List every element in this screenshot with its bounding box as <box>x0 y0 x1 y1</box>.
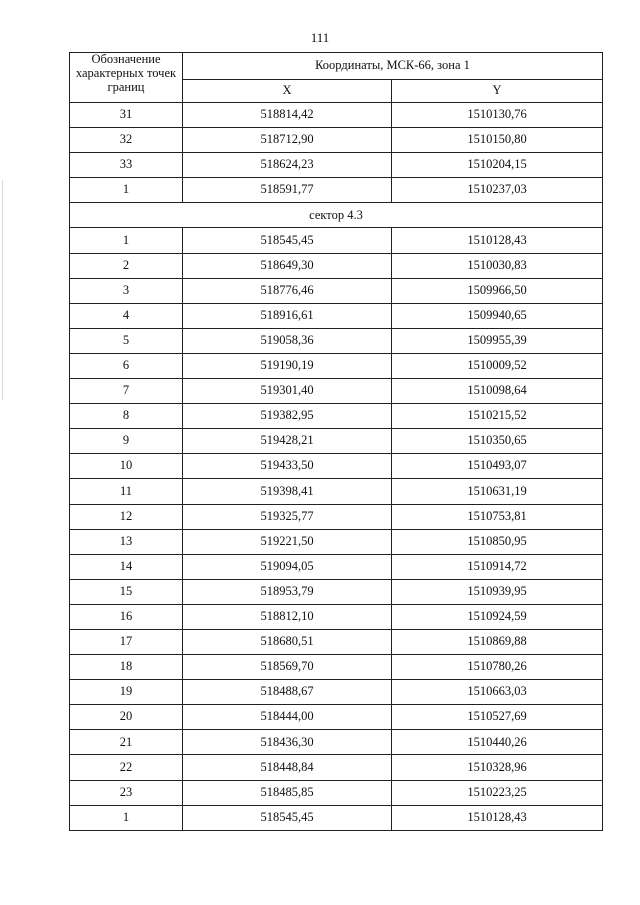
cell-point: 21 <box>70 730 183 755</box>
section-row <box>70 203 603 228</box>
cell-x: 519428,21 <box>183 429 392 454</box>
cell-point: 33 <box>70 153 183 178</box>
cell-x: 518488,67 <box>183 680 392 705</box>
table-row <box>70 705 603 730</box>
cell-point: 5 <box>70 328 183 353</box>
table-row <box>70 454 603 479</box>
scan-margin-line <box>2 180 3 400</box>
table-header-row <box>70 53 603 80</box>
cell-point: 8 <box>70 404 183 429</box>
table-row <box>70 529 603 554</box>
header-y: Y <box>392 80 603 103</box>
coordinates-table <box>69 52 603 831</box>
cell-point: 15 <box>70 579 183 604</box>
cell-y: 1510350,65 <box>392 429 603 454</box>
table-row <box>70 303 603 328</box>
cell-y: 1510780,26 <box>392 655 603 680</box>
cell-x: 518545,45 <box>183 228 392 253</box>
header-x: X <box>183 80 392 103</box>
cell-x: 519433,50 <box>183 454 392 479</box>
cell-point: 17 <box>70 629 183 654</box>
cell-x: 519221,50 <box>183 529 392 554</box>
cell-x: 518545,45 <box>183 805 392 830</box>
cell-x: 519058,36 <box>183 328 392 353</box>
cell-x: 518624,23 <box>183 153 392 178</box>
table-row <box>70 429 603 454</box>
cell-y: 1510009,52 <box>392 353 603 378</box>
cell-x: 518814,42 <box>183 103 392 128</box>
cell-x: 519094,05 <box>183 554 392 579</box>
cell-point: 1 <box>70 228 183 253</box>
cell-point: 23 <box>70 780 183 805</box>
cell-x: 518776,46 <box>183 278 392 303</box>
table-row <box>70 353 603 378</box>
cell-x: 518436,30 <box>183 730 392 755</box>
cell-point: 32 <box>70 128 183 153</box>
cell-point: 2 <box>70 253 183 278</box>
page-number: 111 <box>310 30 330 45</box>
cell-point: 20 <box>70 705 183 730</box>
table-row <box>70 755 603 780</box>
cell-y: 1510328,96 <box>392 755 603 780</box>
cell-point: 9 <box>70 429 183 454</box>
cell-y: 1510924,59 <box>392 604 603 629</box>
cell-y: 1509940,65 <box>392 303 603 328</box>
cell-y: 1510493,07 <box>392 454 603 479</box>
table-row <box>70 504 603 529</box>
table-row <box>70 153 603 178</box>
cell-x: 518485,85 <box>183 780 392 805</box>
table-row <box>70 379 603 404</box>
cell-x: 519301,40 <box>183 379 392 404</box>
cell-y: 1510939,95 <box>392 579 603 604</box>
cell-y: 1510753,81 <box>392 504 603 529</box>
cell-point: 18 <box>70 655 183 680</box>
cell-x: 518649,30 <box>183 253 392 278</box>
cell-point: 31 <box>70 103 183 128</box>
cell-y: 1510223,25 <box>392 780 603 805</box>
cell-y: 1510130,76 <box>392 103 603 128</box>
table-row <box>70 554 603 579</box>
cell-x: 518953,79 <box>183 579 392 604</box>
table-row <box>70 103 603 128</box>
cell-y: 1510527,69 <box>392 705 603 730</box>
cell-point: 12 <box>70 504 183 529</box>
cell-x: 518448,84 <box>183 755 392 780</box>
table-row <box>70 178 603 203</box>
cell-point: 3 <box>70 278 183 303</box>
cell-point: 4 <box>70 303 183 328</box>
cell-x: 518569,70 <box>183 655 392 680</box>
cell-point: 10 <box>70 454 183 479</box>
cell-y: 1509966,50 <box>392 278 603 303</box>
cell-x: 518444,00 <box>183 705 392 730</box>
cell-x: 518812,10 <box>183 604 392 629</box>
table-row <box>70 253 603 278</box>
table-row <box>70 730 603 755</box>
cell-y: 1509955,39 <box>392 328 603 353</box>
cell-x: 519382,95 <box>183 404 392 429</box>
cell-y: 1510128,43 <box>392 805 603 830</box>
cell-point: 13 <box>70 529 183 554</box>
header-coordinates: Координаты, МСК-66, зона 1 <box>183 53 603 80</box>
cell-y: 1510030,83 <box>392 253 603 278</box>
table-row <box>70 655 603 680</box>
table-row <box>70 680 603 705</box>
cell-y: 1510440,26 <box>392 730 603 755</box>
cell-point: 22 <box>70 755 183 780</box>
cell-y: 1510869,88 <box>392 629 603 654</box>
cell-y: 1510150,80 <box>392 128 603 153</box>
table-row <box>70 128 603 153</box>
cell-y: 1510914,72 <box>392 554 603 579</box>
table-row <box>70 228 603 253</box>
cell-x: 518591,77 <box>183 178 392 203</box>
table-row <box>70 328 603 353</box>
cell-x: 518916,61 <box>183 303 392 328</box>
cell-y: 1510850,95 <box>392 529 603 554</box>
table-row <box>70 278 603 303</box>
cell-point: 7 <box>70 379 183 404</box>
section-title: сектор 4.3 <box>70 203 603 228</box>
cell-x: 519325,77 <box>183 504 392 529</box>
cell-point: 14 <box>70 554 183 579</box>
table-row <box>70 579 603 604</box>
cell-point: 19 <box>70 680 183 705</box>
cell-x: 518712,90 <box>183 128 392 153</box>
cell-point: 6 <box>70 353 183 378</box>
table-row <box>70 629 603 654</box>
table-row <box>70 805 603 830</box>
cell-y: 1510204,15 <box>392 153 603 178</box>
cell-y: 1510663,03 <box>392 680 603 705</box>
table-row <box>70 404 603 429</box>
cell-y: 1510098,64 <box>392 379 603 404</box>
cell-x: 519398,41 <box>183 479 392 504</box>
header-point-designation: Обозначение характерных точек границ <box>70 53 183 103</box>
cell-x: 519190,19 <box>183 353 392 378</box>
cell-y: 1510215,52 <box>392 404 603 429</box>
cell-y: 1510237,03 <box>392 178 603 203</box>
cell-point: 11 <box>70 479 183 504</box>
cell-point: 1 <box>70 178 183 203</box>
table-row <box>70 780 603 805</box>
table-row <box>70 479 603 504</box>
cell-y: 1510128,43 <box>392 228 603 253</box>
table-row <box>70 604 603 629</box>
cell-x: 518680,51 <box>183 629 392 654</box>
cell-y: 1510631,19 <box>392 479 603 504</box>
cell-point: 1 <box>70 805 183 830</box>
cell-point: 16 <box>70 604 183 629</box>
